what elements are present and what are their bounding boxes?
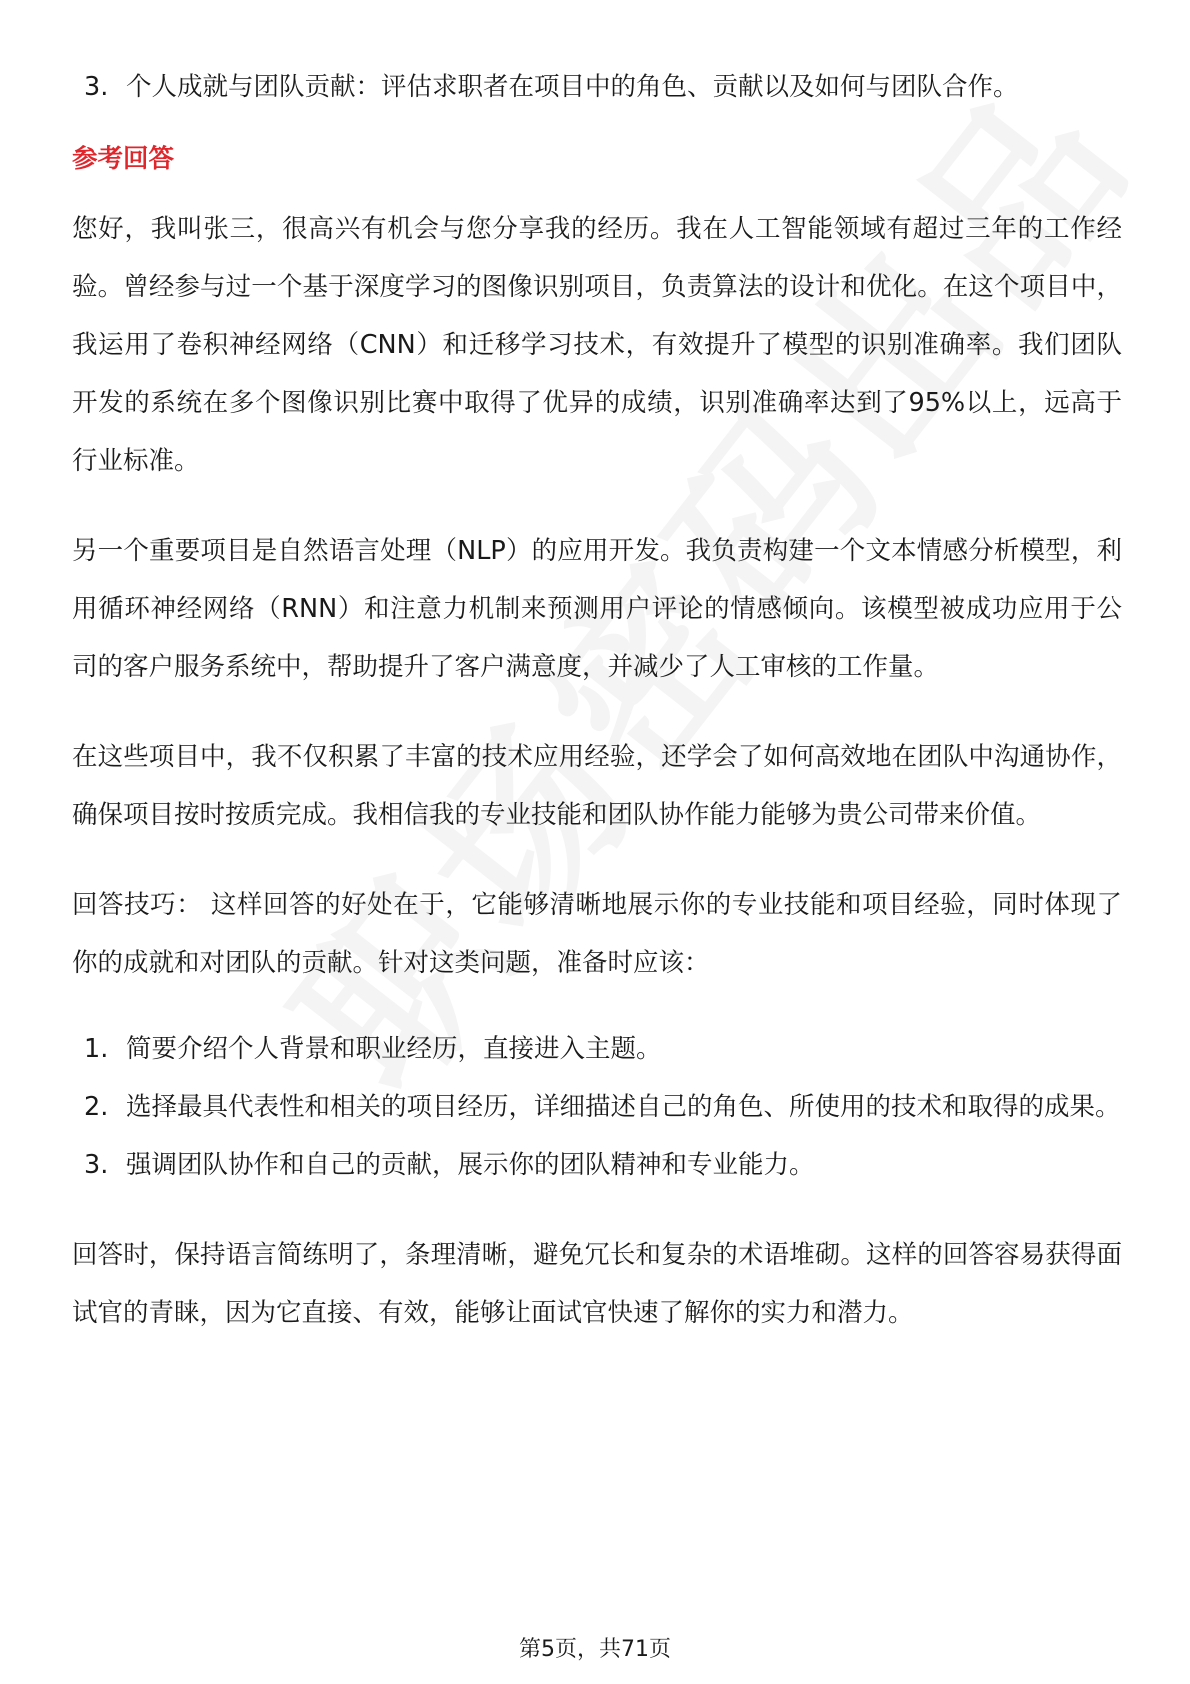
intro-list: [72, 58, 1122, 116]
list-number: 2.: [84, 1092, 109, 1122]
list-item: [72, 58, 1122, 116]
reference-answer-heading: 参考回答: [72, 144, 175, 174]
list-item: [72, 1020, 1122, 1078]
list-item-text: 简要介绍个人背景和职业经历，直接进入主题。: [126, 1034, 662, 1064]
page-content: [72, 58, 1122, 1374]
list-item-text: 个人成就与团队贡献：评估求职者在项目中的角色、贡献以及如何与团队合作。: [126, 72, 1019, 102]
page-number-footer: 第5页，共71页: [519, 1637, 671, 1662]
closing-paragraph: 回答时，保持语言简练明了，条理清晰，避免冗长和复杂的术语堆砌。这样的回答容易获得面试官的青睐，因为它直接、有效，能够让面试官快速了解你的实力和潜力。: [72, 1240, 1122, 1328]
list-item-text: 强调团队协作和自己的贡献，展示你的团队精神和专业能力。: [126, 1150, 815, 1180]
answer-tips-paragraph: 回答技巧： 这样回答的好处在于，它能够清晰地展示你的专业技能和项目经验，同时体现了你的成就和对团队的贡献。针对这类问题，准备时应该：: [72, 890, 1122, 978]
list-item-text: 选择最具代表性和相关的项目经历，详细描述自己的角色、所使用的技术和取得的成果。: [126, 1092, 1121, 1122]
list-item: [72, 1136, 1122, 1194]
list-number: 1.: [84, 1034, 109, 1064]
tips-list: [72, 1020, 1122, 1194]
list-number: 3.: [84, 72, 109, 102]
answer-paragraph-2: 另一个重要项目是自然语言处理（NLP）的应用开发。我负责构建一个文本情感分析模型，利用循环神经网络（RNN）和注意力机制来预测用户评论的情感倾向。该模型被成功应用于公司的客户服务系统中，帮助提升了客户满意度，并减少了人工审核的工作量。: [72, 536, 1122, 682]
list-number: 3.: [84, 1150, 109, 1180]
answer-paragraph-1: 您好，我叫张三，很高兴有机会与您分享我的经历。我在人工智能领域有超过三年的工作经验。曾经参与过一个基于深度学习的图像识别项目，负责算法的设计和优化。在这个项目中，我运用了卷积神经网络（CNN）和迁移学习技术，有效提升了模型的识别准确率。我们团队开发的系统在多个图像识别比赛中取得了优异的成绩，识别准确率达到了95%以上，远高于行业标准。: [72, 214, 1122, 476]
list-item: [72, 1078, 1122, 1136]
answer-paragraph-3: 在这些项目中，我不仅积累了丰富的技术应用经验，还学会了如何高效地在团队中沟通协作，确保项目按时按质完成。我相信我的专业技能和团队协作能力能够为贵公司带来价值。: [72, 742, 1122, 830]
